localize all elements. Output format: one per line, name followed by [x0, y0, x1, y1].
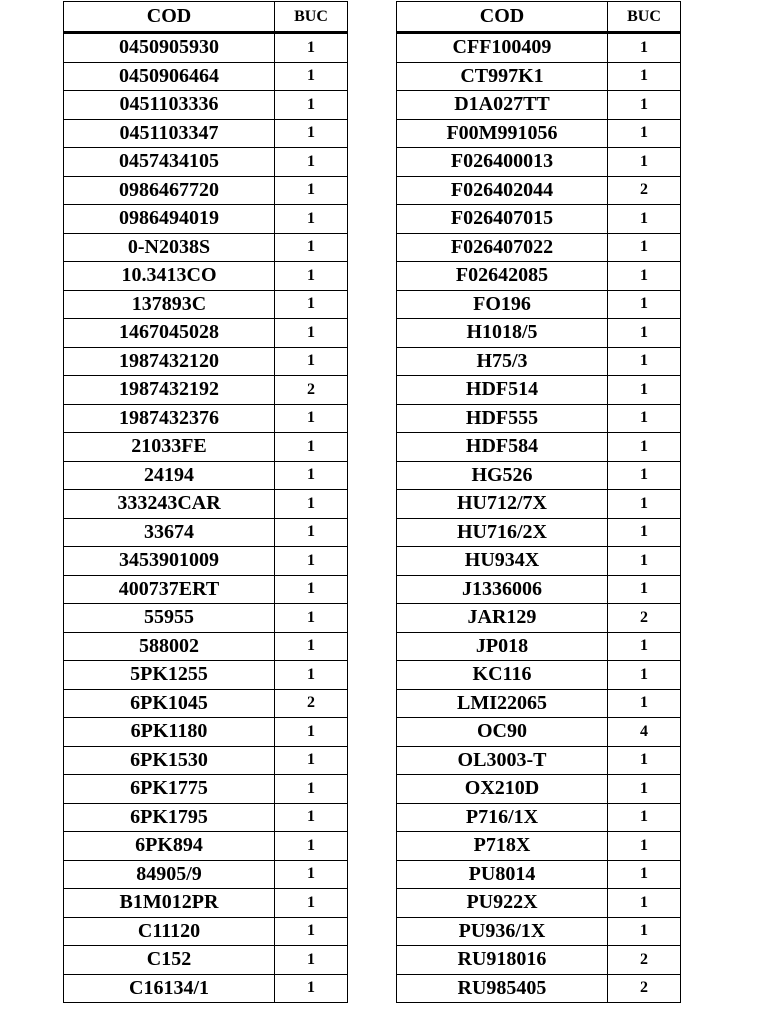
- part-code-cell: 400737ERT: [64, 575, 275, 604]
- table-row: [397, 917, 681, 946]
- table-row: [397, 262, 681, 291]
- part-code-cell: OL3003-T: [397, 746, 608, 775]
- quantity-cell: 2: [608, 974, 681, 1003]
- table-row: [397, 974, 681, 1003]
- table-row: [397, 176, 681, 205]
- part-code-cell: F026407022: [397, 233, 608, 262]
- part-code-cell: 6PK1775: [64, 775, 275, 804]
- part-code-cell: P716/1X: [397, 803, 608, 832]
- quantity-cell: 1: [275, 746, 348, 775]
- quantity-cell: 1: [275, 661, 348, 690]
- table-body-right: [397, 33, 681, 1003]
- inventory-table-right: [396, 1, 681, 1003]
- quantity-cell: 2: [275, 689, 348, 718]
- table-row: [64, 262, 348, 291]
- part-code-cell: JAR129: [397, 604, 608, 633]
- table-row: [64, 205, 348, 234]
- table-row: [397, 33, 681, 63]
- part-code-cell: HG526: [397, 461, 608, 490]
- header-row: [397, 2, 681, 33]
- part-code-cell: 10.3413CO: [64, 262, 275, 291]
- quantity-cell: 1: [608, 233, 681, 262]
- quantity-cell: 1: [608, 661, 681, 690]
- part-code-cell: 5PK1255: [64, 661, 275, 690]
- part-code-cell: 21033FE: [64, 433, 275, 462]
- quantity-cell: 1: [275, 547, 348, 576]
- table-row: [64, 461, 348, 490]
- table-row: [397, 803, 681, 832]
- part-code-cell: HDF514: [397, 376, 608, 405]
- table-row: [64, 148, 348, 177]
- table-row: [397, 490, 681, 519]
- table-row: [64, 917, 348, 946]
- quantity-cell: 1: [275, 604, 348, 633]
- quantity-cell: 1: [275, 974, 348, 1003]
- quantity-cell: 1: [608, 632, 681, 661]
- part-code-cell: C152: [64, 946, 275, 975]
- part-code-cell: 84905/9: [64, 860, 275, 889]
- table-row: [397, 632, 681, 661]
- quantity-cell: 1: [608, 917, 681, 946]
- quantity-cell: 1: [608, 33, 681, 63]
- table-row: [64, 604, 348, 633]
- quantity-cell: 1: [275, 62, 348, 91]
- part-code-cell: 24194: [64, 461, 275, 490]
- quantity-cell: 1: [275, 119, 348, 148]
- table-row: [397, 148, 681, 177]
- table-row: [64, 91, 348, 120]
- quantity-cell: 1: [275, 575, 348, 604]
- table-row: [64, 376, 348, 405]
- table-row: [397, 889, 681, 918]
- quantity-column-header: BUC: [608, 2, 681, 33]
- table-row: [64, 889, 348, 918]
- quantity-cell: 1: [275, 262, 348, 291]
- table-row: [397, 319, 681, 348]
- part-code-cell: 6PK894: [64, 832, 275, 861]
- quantity-cell: 1: [275, 946, 348, 975]
- quantity-cell: 1: [275, 461, 348, 490]
- part-code-cell: HU716/2X: [397, 518, 608, 547]
- quantity-cell: 1: [275, 775, 348, 804]
- table-row: [397, 290, 681, 319]
- part-code-cell: C11120: [64, 917, 275, 946]
- quantity-cell: 1: [275, 347, 348, 376]
- part-code-cell: 0451103336: [64, 91, 275, 120]
- part-code-cell: CT997K1: [397, 62, 608, 91]
- part-code-cell: KC116: [397, 661, 608, 690]
- quantity-cell: 1: [608, 290, 681, 319]
- header-row: [64, 2, 348, 33]
- part-code-cell: J1336006: [397, 575, 608, 604]
- table-row: [397, 689, 681, 718]
- quantity-cell: 1: [275, 233, 348, 262]
- part-code-cell: 6PK1045: [64, 689, 275, 718]
- part-code-cell: D1A027TT: [397, 91, 608, 120]
- table-row: [64, 689, 348, 718]
- part-code-cell: RU985405: [397, 974, 608, 1003]
- quantity-column-header: BUC: [275, 2, 348, 33]
- part-code-cell: P718X: [397, 832, 608, 861]
- table-row: [64, 319, 348, 348]
- quantity-cell: 1: [608, 803, 681, 832]
- quantity-cell: 1: [275, 518, 348, 547]
- quantity-cell: 1: [608, 547, 681, 576]
- quantity-cell: 2: [608, 946, 681, 975]
- quantity-cell: 1: [275, 490, 348, 519]
- part-code-cell: F026400013: [397, 148, 608, 177]
- part-code-cell: 55955: [64, 604, 275, 633]
- table-row: [64, 290, 348, 319]
- quantity-cell: 1: [608, 347, 681, 376]
- quantity-cell: 2: [608, 176, 681, 205]
- table-row: [64, 718, 348, 747]
- quantity-cell: 1: [608, 461, 681, 490]
- table-row: [64, 547, 348, 576]
- quantity-cell: 1: [275, 718, 348, 747]
- part-code-cell: 3453901009: [64, 547, 275, 576]
- part-code-cell: 0986467720: [64, 176, 275, 205]
- quantity-cell: 1: [608, 518, 681, 547]
- quantity-cell: 1: [608, 205, 681, 234]
- code-column-header: COD: [64, 2, 275, 33]
- quantity-cell: 1: [608, 889, 681, 918]
- part-code-cell: 0457434105: [64, 148, 275, 177]
- quantity-cell: 1: [275, 433, 348, 462]
- part-code-cell: JP018: [397, 632, 608, 661]
- table-row: [397, 376, 681, 405]
- code-column-header: COD: [397, 2, 608, 33]
- quantity-cell: 1: [608, 319, 681, 348]
- part-code-cell: H75/3: [397, 347, 608, 376]
- table-row: [397, 233, 681, 262]
- quantity-cell: 1: [275, 832, 348, 861]
- quantity-cell: 1: [275, 148, 348, 177]
- quantity-cell: 1: [608, 433, 681, 462]
- part-code-cell: HU934X: [397, 547, 608, 576]
- quantity-cell: 1: [608, 860, 681, 889]
- part-code-cell: OC90: [397, 718, 608, 747]
- table-row: [397, 62, 681, 91]
- part-code-cell: 0451103347: [64, 119, 275, 148]
- table-row: [64, 974, 348, 1003]
- part-code-cell: PU936/1X: [397, 917, 608, 946]
- part-code-cell: RU918016: [397, 946, 608, 975]
- part-code-cell: 0-N2038S: [64, 233, 275, 262]
- part-code-cell: LMI22065: [397, 689, 608, 718]
- table-row: [64, 803, 348, 832]
- table-row: [397, 404, 681, 433]
- table-row: [397, 604, 681, 633]
- part-code-cell: OX210D: [397, 775, 608, 804]
- part-code-cell: 0450905930: [64, 33, 275, 63]
- part-code-cell: PU922X: [397, 889, 608, 918]
- quantity-cell: 1: [275, 91, 348, 120]
- part-code-cell: 6PK1180: [64, 718, 275, 747]
- table-row: [397, 718, 681, 747]
- table-row: [64, 518, 348, 547]
- table-row: [64, 746, 348, 775]
- part-code-cell: 1987432192: [64, 376, 275, 405]
- part-code-cell: 1467045028: [64, 319, 275, 348]
- quantity-cell: 1: [608, 775, 681, 804]
- quantity-cell: 1: [608, 404, 681, 433]
- table-row: [397, 205, 681, 234]
- quantity-cell: 1: [275, 889, 348, 918]
- part-code-cell: F026402044: [397, 176, 608, 205]
- quantity-cell: 1: [608, 689, 681, 718]
- quantity-cell: 1: [275, 860, 348, 889]
- part-code-cell: 6PK1530: [64, 746, 275, 775]
- quantity-cell: 1: [608, 746, 681, 775]
- part-code-cell: F026407015: [397, 205, 608, 234]
- table-row: [397, 575, 681, 604]
- table-row: [64, 347, 348, 376]
- part-code-cell: HDF584: [397, 433, 608, 462]
- quantity-cell: 1: [275, 33, 348, 63]
- quantity-cell: 1: [275, 803, 348, 832]
- part-code-cell: 0450906464: [64, 62, 275, 91]
- table-row: [64, 661, 348, 690]
- table-row: [64, 575, 348, 604]
- part-code-cell: H1018/5: [397, 319, 608, 348]
- table-row: [64, 775, 348, 804]
- table-row: [64, 62, 348, 91]
- quantity-cell: 1: [608, 376, 681, 405]
- quantity-cell: 1: [275, 404, 348, 433]
- quantity-cell: 1: [608, 575, 681, 604]
- quantity-cell: 1: [608, 832, 681, 861]
- quantity-cell: 1: [608, 262, 681, 291]
- table-row: [64, 433, 348, 462]
- table-row: [64, 490, 348, 519]
- table-row: [64, 946, 348, 975]
- part-code-cell: F00M991056: [397, 119, 608, 148]
- table-row: [64, 632, 348, 661]
- quantity-cell: 1: [608, 490, 681, 519]
- table-row: [397, 461, 681, 490]
- table-row: [397, 119, 681, 148]
- table-row: [397, 433, 681, 462]
- part-code-cell: 6PK1795: [64, 803, 275, 832]
- table-row: [64, 176, 348, 205]
- table-row: [64, 33, 348, 63]
- inventory-table-left: [63, 1, 348, 1003]
- part-code-cell: 333243CAR: [64, 490, 275, 519]
- part-code-cell: C16134/1: [64, 974, 275, 1003]
- quantity-cell: 1: [275, 290, 348, 319]
- table-row: [397, 347, 681, 376]
- quantity-cell: 2: [275, 376, 348, 405]
- quantity-cell: 1: [275, 319, 348, 348]
- table-row: [64, 119, 348, 148]
- table-row: [64, 860, 348, 889]
- part-code-cell: B1M012PR: [64, 889, 275, 918]
- part-code-cell: HU712/7X: [397, 490, 608, 519]
- table-body-left: [64, 33, 348, 1003]
- table-row: [64, 404, 348, 433]
- part-code-cell: HDF555: [397, 404, 608, 433]
- table-row: [64, 832, 348, 861]
- quantity-cell: 1: [275, 632, 348, 661]
- quantity-cell: 1: [275, 917, 348, 946]
- part-code-cell: 0986494019: [64, 205, 275, 234]
- quantity-cell: 2: [608, 604, 681, 633]
- quantity-cell: 1: [608, 119, 681, 148]
- table-row: [397, 746, 681, 775]
- part-code-cell: FO196: [397, 290, 608, 319]
- table-row: [397, 775, 681, 804]
- table-row: [397, 860, 681, 889]
- part-code-cell: 33674: [64, 518, 275, 547]
- quantity-cell: 1: [608, 148, 681, 177]
- part-code-cell: 1987432376: [64, 404, 275, 433]
- table-row: [397, 91, 681, 120]
- quantity-cell: 1: [608, 91, 681, 120]
- part-code-cell: F02642085: [397, 262, 608, 291]
- part-code-cell: 137893C: [64, 290, 275, 319]
- table-row: [397, 661, 681, 690]
- quantity-cell: 4: [608, 718, 681, 747]
- part-code-cell: PU8014: [397, 860, 608, 889]
- table-row: [64, 233, 348, 262]
- table-row: [397, 946, 681, 975]
- quantity-cell: 1: [275, 205, 348, 234]
- part-code-cell: 1987432120: [64, 347, 275, 376]
- quantity-cell: 1: [275, 176, 348, 205]
- table-row: [397, 518, 681, 547]
- table-row: [397, 832, 681, 861]
- quantity-cell: 1: [608, 62, 681, 91]
- part-code-cell: 588002: [64, 632, 275, 661]
- part-code-cell: CFF100409: [397, 33, 608, 63]
- table-row: [397, 547, 681, 576]
